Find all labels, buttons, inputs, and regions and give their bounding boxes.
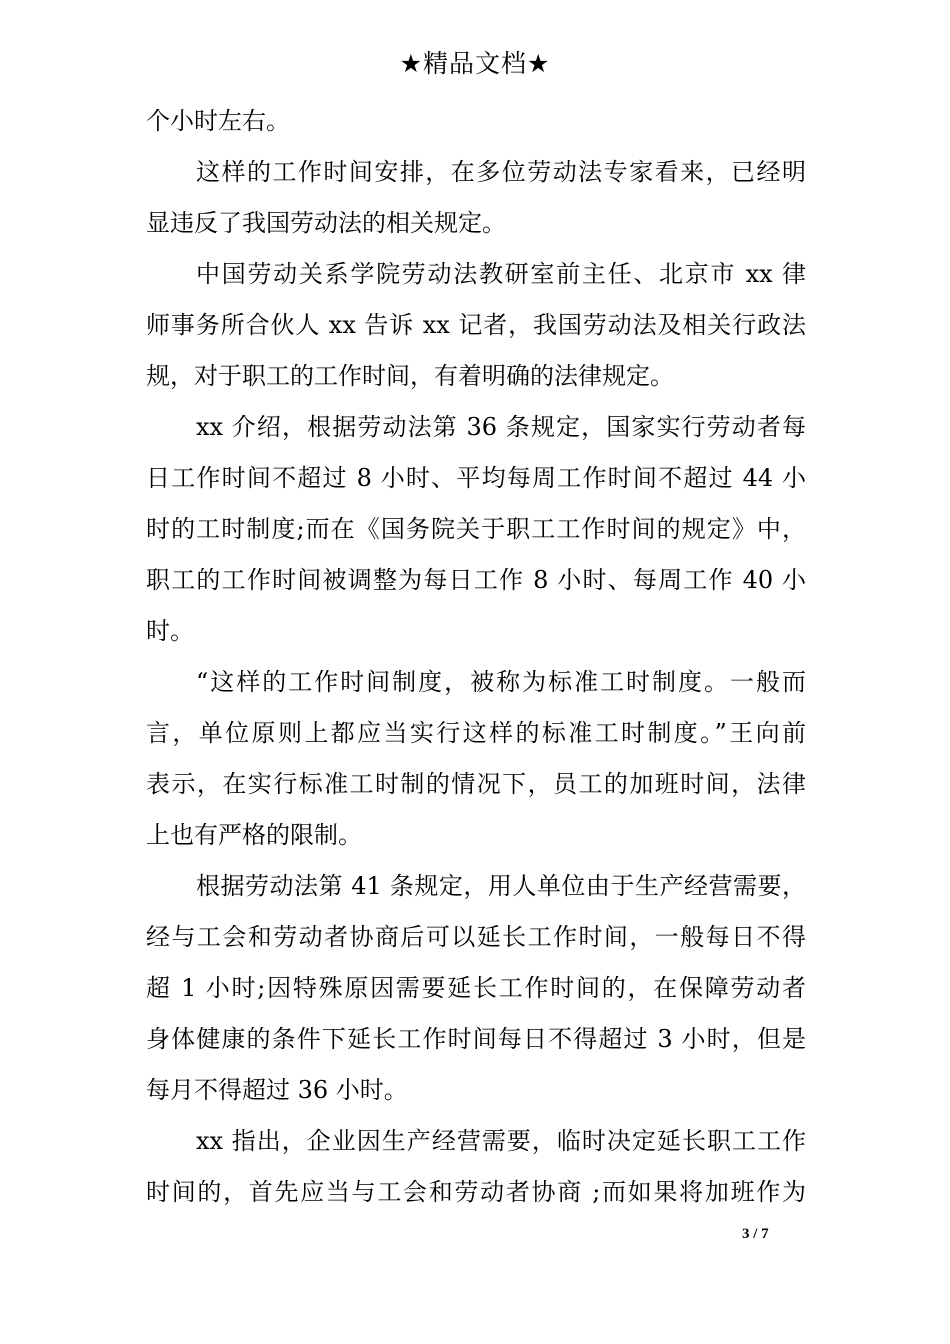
text-line: 表示，在实行标准工时制的情况下，员工的加班时间，法律 <box>146 770 806 798</box>
text-line: 中国劳动关系学院劳动法教研室前主任、北京市 xx 律 <box>196 260 806 288</box>
text-line: 每月不得超过 36 小时。 <box>146 1076 408 1104</box>
text-line: 日工作时间不超过 8 小时、平均每周工作时间不超过 44 小 <box>146 464 806 492</box>
text-line: “这样的工作时间制度，被称为标准工时制度。一般而 <box>196 668 806 696</box>
document-body <box>146 96 806 1218</box>
text-line: xx 指出，企业因生产经营需要，临时决定延长职工工作 <box>196 1127 806 1155</box>
text-line: 显违反了我国劳动法的相关规定。 <box>146 209 506 237</box>
text-line: 师事务所合伙人 xx 告诉 xx 记者，我国劳动法及相关行政法 <box>146 311 806 339</box>
text-line: 规，对于职工的工作时间，有着明确的法律规定。 <box>146 362 674 390</box>
text-line: 这样的工作时间安排，在多位劳动法专家看来，已经明 <box>196 158 806 186</box>
text-line: 超 1 小时;因特殊原因需要延长工作时间的，在保障劳动者 <box>146 974 806 1002</box>
text-line: 职工的工作时间被调整为每日工作 8 小时、每周工作 40 小 <box>146 566 806 594</box>
text-line: 时间的，首先应当与工会和劳动者协商 ;而如果将加班作为 <box>146 1178 806 1206</box>
text-line: 身体健康的条件下延长工作时间每日不得超过 3 小时，但是 <box>146 1025 806 1053</box>
text-line: 言，单位原则上都应当实行这样的标准工时制度。”王向前 <box>146 719 806 747</box>
text-line: 个小时左右。 <box>146 107 290 135</box>
text-line: 经与工会和劳动者协商后可以延长工作时间，一般每日不得 <box>146 923 806 951</box>
page-number: 3 / 7 <box>742 1226 769 1242</box>
page-header-title: ★精品文档★ <box>399 49 551 78</box>
text-line: 时的工时制度;而在《国务院关于职工工作时间的规定》中， <box>146 515 806 543</box>
text-line: 根据劳动法第 41 条规定，用人单位由于生产经营需要， <box>196 872 806 900</box>
text-line: xx 介绍，根据劳动法第 36 条规定，国家实行劳动者每 <box>196 413 806 441</box>
text-line: 时。 <box>146 617 194 645</box>
text-line: 上也有严格的限制。 <box>146 821 362 849</box>
